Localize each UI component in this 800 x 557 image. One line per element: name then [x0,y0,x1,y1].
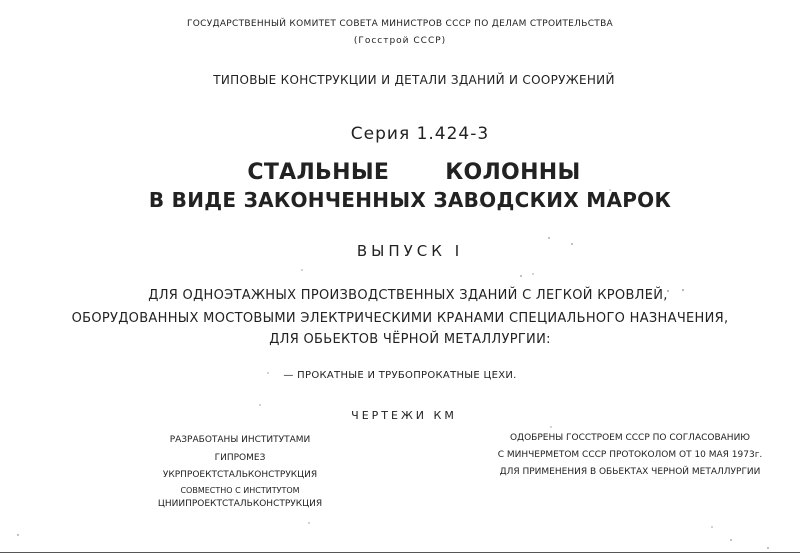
approval-line2: С МИНЧЕРМЕТОМ СССР ПРОТОКОЛОМ ОТ 10 МАЯ 1973г. [497,450,763,460]
developer-tsnii: ЦНИИПРОЕКТСТАЛЬКОНСТРУКЦИЯ [157,499,323,509]
bottom-border-line [0,552,800,553]
purpose-line2: ОБОРУДОВАННЫХ МОСТОВЫМИ ЭЛЕКТРИЧЕСКИМИ КРАНАМИ СПЕЦИАЛЬНОГО НАЗНАЧЕНИЯ, [71,311,729,326]
approval-line1: ОДОБРЕНЫ ГОССТРОЕМ СССР ПО СОГЛАСОВАНИЮ [509,433,751,443]
workshops-note: — ПРОКАТНЫЕ И ТРУБОПРОКАТНЫЕ ЦЕХИ. [283,370,517,381]
series-number: Серия 1.424-3 [350,124,490,144]
gosstroy-label: (Госстрой СССР) [353,36,447,46]
purpose-line1: ДЛЯ ОДНОЭТАЖНЫХ ПРОИЗВОДСТВЕННЫХ ЗДАНИЙ С ЛЕГКОЙ КРОВЛЕЙ, [148,288,668,303]
purpose-line3: ДЛЯ ОБЬЕКТОВ ЧЁРНОЙ МЕТАЛЛУРГИИ: [269,332,551,347]
document-title-line1: СТАЛЬНЫЕ КОЛОННЫ [247,160,581,185]
drawings-label: ЧЕРТЕЖИ КМ [351,409,457,422]
approval-line3: ДЛЯ ПРИМЕНЕНИЯ В ОБЬЕКТАХ ЧЕРНОЙ МЕТАЛЛУРГИИ [499,467,761,477]
developer-ukr: УКРПРОЕКТСТАЛЬКОНСТРУКЦИЯ [162,470,318,480]
committee-heading: ГОСУДАРСТВЕННЫЙ КОМИТЕТ СОВЕТА МИНИСТРОВ СССР ПО ДЕЛАМ СТРОИТЕЛЬСТВА [186,19,614,29]
developers-heading: РАЗРАБОТАНЫ ИНСТИТУТАМИ [169,435,311,445]
developers-jointly: СОВМЕСТНО С ИНСТИТУТОМ [180,486,300,495]
document-title-line2: В ВИДЕ ЗАКОНЧЕННЫХ ЗАВОДСКИХ МАРОК [148,188,672,212]
typical-constructions-heading: ТИПОВЫЕ КОНСТРУКЦИИ И ДЕТАЛИ ЗДАНИЙ И СООРУЖЕНИЙ [213,73,615,87]
issue-number: ВЫПУСК I [356,242,464,260]
developer-giprome: ГИПРОМЕЗ [214,453,266,463]
